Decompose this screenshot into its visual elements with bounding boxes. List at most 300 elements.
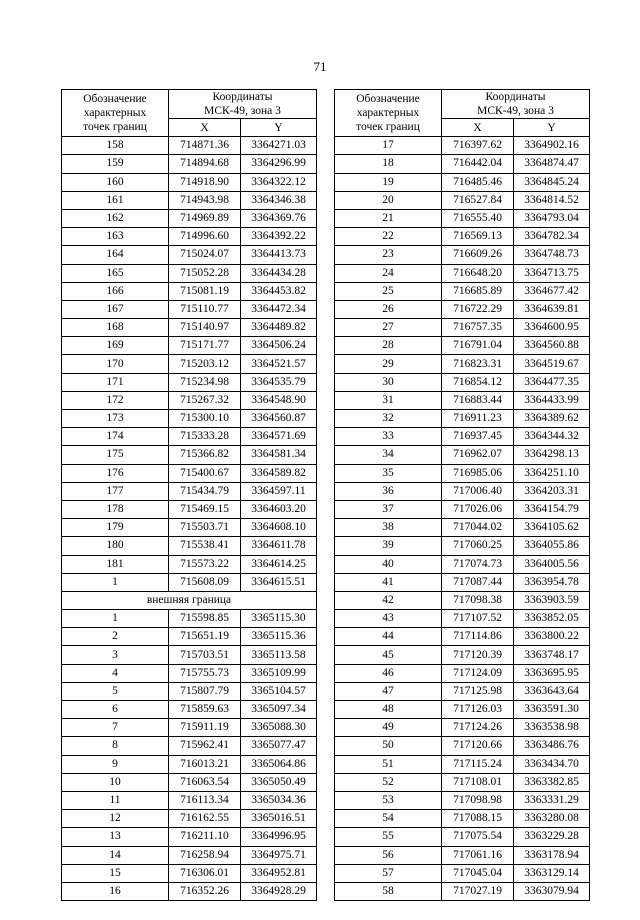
y-coordinate-cell: 3364392.22 [241,228,317,246]
point-id-cell: 8 [62,737,169,755]
point-id-cell: 30 [335,373,442,391]
point-id-cell: 44 [335,628,442,646]
table-row [62,228,317,246]
x-coordinate-cell: 715651.19 [169,628,241,646]
table-row [62,519,317,537]
point-id-cell: 17 [335,137,442,155]
table-row [335,428,590,446]
table-row [335,719,590,737]
table-row [335,701,590,719]
y-coordinate-cell: 3363178.94 [514,846,590,864]
y-coordinate-cell: 3364589.82 [241,464,317,482]
y-coordinate-cell: 3365104.57 [241,682,317,700]
x-coordinate-cell: 715703.51 [169,646,241,664]
y-coordinate-cell: 3364413.73 [241,246,317,264]
x-coordinate-cell: 716527.84 [442,191,514,209]
y-coordinate-cell: 3363954.78 [514,573,590,591]
table-row [62,446,317,464]
table-row [62,282,317,300]
x-coordinate-cell: 714894.68 [169,155,241,173]
y-coordinate-cell: 3363129.14 [514,864,590,882]
table-row [62,737,317,755]
y-coordinate-cell: 3365113.58 [241,646,317,664]
x-coordinate-cell: 715608.09 [169,573,241,591]
coordinates-header [169,90,317,119]
section-row [62,591,317,609]
table-row [335,646,590,664]
table-row [62,319,317,337]
point-id-cell: 32 [335,410,442,428]
y-coordinate-cell: 3364793.04 [514,209,590,227]
table-row [62,755,317,773]
y-coordinate-cell: 3365016.51 [241,810,317,828]
designation-header-line: характерных [83,107,147,120]
point-id-cell: 158 [62,137,169,155]
table-row [335,628,590,646]
point-id-cell: 43 [335,610,442,628]
point-id-cell: 33 [335,428,442,446]
x-coordinate-cell: 715598.85 [169,610,241,628]
x-coordinate-cell: 715333.28 [169,428,241,446]
point-id-cell: 19 [335,173,442,191]
table-row [62,828,317,846]
x-coordinate-cell: 716985.06 [442,464,514,482]
point-id-cell: 160 [62,173,169,191]
y-coordinate-cell: 3364506.24 [241,337,317,355]
x-coordinate-cell: 717114.86 [442,628,514,646]
point-id-cell: 163 [62,228,169,246]
designation-header-line: точек границ [356,121,420,134]
table-row [62,628,317,646]
x-coordinate-cell: 716113.34 [169,791,241,809]
y-coordinate-cell: 3364369.76 [241,209,317,227]
y-coordinate-cell: 3363079.94 [514,882,590,900]
table-row [62,500,317,518]
y-coordinate-cell: 3364322.12 [241,173,317,191]
y-coordinate-cell: 3364389.62 [514,410,590,428]
table-row [335,355,590,373]
table-row [62,573,317,591]
x-coordinate-cell: 715267.32 [169,391,241,409]
y-coordinate-cell: 3364434.28 [241,264,317,282]
point-id-cell: 42 [335,591,442,609]
point-id-cell: 27 [335,319,442,337]
x-coordinate-cell: 717115.24 [442,755,514,773]
table-row [62,864,317,882]
table-row [62,464,317,482]
x-coordinate-cell: 717060.25 [442,537,514,555]
y-coordinate-cell: 3364615.51 [241,573,317,591]
y-coordinate-cell: 3363695.95 [514,664,590,682]
y-coordinate-cell: 3363591.30 [514,701,590,719]
table-row [62,646,317,664]
point-id-cell: 16 [62,882,169,900]
y-coordinate-cell: 3363280.08 [514,810,590,828]
point-id-cell: 29 [335,355,442,373]
y-coordinate-cell: 3364782.34 [514,228,590,246]
y-coordinate-cell: 3363800.22 [514,628,590,646]
point-id-cell: 51 [335,755,442,773]
y-coordinate-cell: 3364453.82 [241,282,317,300]
table-row [335,610,590,628]
x-coordinate-cell: 716258.94 [169,846,241,864]
y-coordinate-cell: 3363382.85 [514,773,590,791]
point-id-cell: 5 [62,682,169,700]
table-row [335,410,590,428]
y-coordinate-cell: 3365115.30 [241,610,317,628]
x-coordinate-cell: 716883.44 [442,391,514,409]
point-id-cell: 7 [62,719,169,737]
point-id-cell: 175 [62,446,169,464]
x-coordinate-cell: 716757.35 [442,319,514,337]
x-coordinate-cell: 715110.77 [169,300,241,318]
x-coordinate-cell: 717026.06 [442,500,514,518]
table-row [335,173,590,191]
point-id-cell: 181 [62,555,169,573]
coordinates-header-line: МСК-49, зона 3 [477,105,554,117]
y-coordinate-cell: 3364560.87 [241,410,317,428]
y-coordinate-cell: 3364713.75 [514,264,590,282]
y-coordinate-cell: 3364597.11 [241,482,317,500]
table-row [62,355,317,373]
designation-header [335,90,442,137]
x-coordinate-cell: 714918.90 [169,173,241,191]
x-coordinate-cell: 715400.67 [169,464,241,482]
x-coordinate-cell: 714871.36 [169,137,241,155]
y-coordinate-cell: 3365034.36 [241,791,317,809]
coordinates-header-line: Координаты [485,91,546,103]
left-table-body-top [62,137,317,592]
table-row [62,555,317,573]
coordinates-table-left [61,89,317,901]
table-row [335,737,590,755]
point-id-cell: 49 [335,719,442,737]
point-id-cell: 13 [62,828,169,846]
table-row [62,155,317,173]
x-coordinate-cell: 716911.23 [442,410,514,428]
point-id-cell: 171 [62,373,169,391]
point-id-cell: 40 [335,555,442,573]
table-row [62,810,317,828]
y-coordinate-cell: 3364433.99 [514,391,590,409]
x-coordinate-cell: 716162.55 [169,810,241,828]
x-coordinate-cell: 716609.26 [442,246,514,264]
x-coordinate-cell: 717107.52 [442,610,514,628]
table-row [62,791,317,809]
y-column-header: Y [514,119,590,137]
point-id-cell: 24 [335,264,442,282]
table-row [335,391,590,409]
point-id-cell: 10 [62,773,169,791]
y-coordinate-cell: 3363643.64 [514,682,590,700]
x-coordinate-cell: 714969.89 [169,209,241,227]
table-row [335,246,590,264]
y-coordinate-cell: 3363903.59 [514,591,590,609]
table-header [335,90,590,137]
table-row [335,209,590,227]
table-row [335,500,590,518]
table-row [335,791,590,809]
x-coordinate-cell: 716397.62 [442,137,514,155]
table-row [62,701,317,719]
table-row [62,610,317,628]
designation-header-line: Обозначение [356,93,420,106]
y-coordinate-cell: 3363434.70 [514,755,590,773]
point-id-cell: 56 [335,846,442,864]
y-coordinate-cell: 3363748.17 [514,646,590,664]
point-id-cell: 45 [335,646,442,664]
point-id-cell: 172 [62,391,169,409]
y-coordinate-cell: 3364344.32 [514,428,590,446]
table-row [335,846,590,864]
y-coordinate-cell: 3364874.47 [514,155,590,173]
y-column-header: Y [241,119,317,137]
y-coordinate-cell: 3364346.38 [241,191,317,209]
y-coordinate-cell: 3364477.35 [514,373,590,391]
y-coordinate-cell: 3364571.69 [241,428,317,446]
y-coordinate-cell: 3364548.90 [241,391,317,409]
y-coordinate-cell: 3365050.49 [241,773,317,791]
y-coordinate-cell: 3364535.79 [241,373,317,391]
x-coordinate-cell: 716063.54 [169,773,241,791]
point-id-cell: 52 [335,773,442,791]
table-row [62,410,317,428]
point-id-cell: 20 [335,191,442,209]
x-column-header: X [442,119,514,137]
point-id-cell: 54 [335,810,442,828]
y-coordinate-cell: 3365109.99 [241,664,317,682]
point-id-cell: 1 [62,573,169,591]
point-id-cell: 38 [335,519,442,537]
x-coordinate-cell: 717075.54 [442,828,514,846]
x-coordinate-cell: 717074.73 [442,555,514,573]
x-coordinate-cell: 717120.39 [442,646,514,664]
x-coordinate-cell: 715911.19 [169,719,241,737]
x-coordinate-cell: 717098.38 [442,591,514,609]
x-coordinate-cell: 716442.04 [442,155,514,173]
x-coordinate-cell: 716013.21 [169,755,241,773]
table-row [335,264,590,282]
x-coordinate-cell: 715171.77 [169,337,241,355]
point-id-cell: 1 [62,610,169,628]
point-id-cell: 14 [62,846,169,864]
point-id-cell: 167 [62,300,169,318]
table-row [62,173,317,191]
x-coordinate-cell: 717045.04 [442,864,514,882]
point-id-cell: 48 [335,701,442,719]
x-coordinate-cell: 716937.45 [442,428,514,446]
y-coordinate-cell: 3364271.03 [241,137,317,155]
table-row [62,391,317,409]
y-coordinate-cell: 3364519.67 [514,355,590,373]
y-coordinate-cell: 3364996.95 [241,828,317,846]
point-id-cell: 15 [62,864,169,882]
table-row [62,337,317,355]
right-table-body [335,137,590,901]
table-row [62,537,317,555]
table-row [335,228,590,246]
table-row [62,137,317,155]
y-coordinate-cell: 3364639.81 [514,300,590,318]
table-row [62,246,317,264]
point-id-cell: 168 [62,319,169,337]
y-coordinate-cell: 3364005.56 [514,555,590,573]
x-coordinate-cell: 715434.79 [169,482,241,500]
y-coordinate-cell: 3364600.95 [514,319,590,337]
point-id-cell: 39 [335,537,442,555]
point-id-cell: 179 [62,519,169,537]
table-row [335,773,590,791]
y-coordinate-cell: 3364677.42 [514,282,590,300]
y-coordinate-cell: 3364614.25 [241,555,317,573]
table-row [335,864,590,882]
table-row [62,300,317,318]
x-coordinate-cell: 717087.44 [442,573,514,591]
point-id-cell: 173 [62,410,169,428]
point-id-cell: 55 [335,828,442,846]
y-coordinate-cell: 3364975.71 [241,846,317,864]
x-coordinate-cell: 715503.71 [169,519,241,537]
table-row [335,828,590,846]
point-id-cell: 9 [62,755,169,773]
y-coordinate-cell: 3364154.79 [514,500,590,518]
point-id-cell: 28 [335,337,442,355]
point-id-cell: 178 [62,500,169,518]
y-coordinate-cell: 3363229.28 [514,828,590,846]
table-row [62,264,317,282]
point-id-cell: 177 [62,482,169,500]
x-coordinate-cell: 715859.63 [169,701,241,719]
point-id-cell: 25 [335,282,442,300]
x-coordinate-cell: 716854.12 [442,373,514,391]
table-row [335,482,590,500]
y-coordinate-cell: 3364298.13 [514,446,590,464]
y-coordinate-cell: 3364581.34 [241,446,317,464]
y-coordinate-cell: 3363538.98 [514,719,590,737]
x-coordinate-cell: 715807.79 [169,682,241,700]
x-coordinate-cell: 716791.04 [442,337,514,355]
x-coordinate-cell: 717124.09 [442,664,514,682]
y-coordinate-cell: 3364608.10 [241,519,317,537]
point-id-cell: 46 [335,664,442,682]
designation-header-line: характерных [356,107,420,120]
point-id-cell: 166 [62,282,169,300]
table-row [335,319,590,337]
table-row [335,755,590,773]
coordinates-header-line: МСК-49, зона 3 [204,105,281,117]
y-coordinate-cell: 3364814.52 [514,191,590,209]
table-row [62,428,317,446]
x-coordinate-cell: 717120.66 [442,737,514,755]
table-row [335,882,590,900]
y-coordinate-cell: 3364748.73 [514,246,590,264]
y-coordinate-cell: 3364521.57 [241,355,317,373]
table-row [335,664,590,682]
point-id-cell: 37 [335,500,442,518]
table-row [335,300,590,318]
x-coordinate-cell: 715081.19 [169,282,241,300]
table-row [62,773,317,791]
point-id-cell: 57 [335,864,442,882]
x-coordinate-cell: 716569.13 [442,228,514,246]
point-id-cell: 170 [62,355,169,373]
designation-header-line: точек границ [83,121,147,134]
table-row [335,137,590,155]
x-coordinate-cell: 715469.15 [169,500,241,518]
x-coordinate-cell: 716962.07 [442,446,514,464]
y-coordinate-cell: 3364489.82 [241,319,317,337]
x-coordinate-cell: 714996.60 [169,228,241,246]
coordinates-table-right [334,89,590,901]
table-row [335,591,590,609]
y-coordinate-cell: 3365064.86 [241,755,317,773]
x-coordinate-cell: 716485.46 [442,173,514,191]
point-id-cell: 169 [62,337,169,355]
point-id-cell: 162 [62,209,169,227]
table-row [335,537,590,555]
x-coordinate-cell: 717061.16 [442,846,514,864]
point-id-cell: 47 [335,682,442,700]
x-coordinate-cell: 716211.10 [169,828,241,846]
x-coordinate-cell: 714943.98 [169,191,241,209]
point-id-cell: 41 [335,573,442,591]
y-coordinate-cell: 3364203.31 [514,482,590,500]
y-coordinate-cell: 3364560.88 [514,337,590,355]
x-coordinate-cell: 717124.26 [442,719,514,737]
x-coordinate-cell: 717126.03 [442,701,514,719]
left-table-body-bottom [62,610,317,901]
point-id-cell: 159 [62,155,169,173]
table-row [335,682,590,700]
x-coordinate-cell: 715024.07 [169,246,241,264]
point-id-cell: 34 [335,446,442,464]
table-row [62,882,317,900]
point-id-cell: 22 [335,228,442,246]
x-coordinate-cell: 716648.20 [442,264,514,282]
x-coordinate-cell: 717044.02 [442,519,514,537]
point-id-cell: 23 [335,246,442,264]
point-id-cell: 4 [62,664,169,682]
y-coordinate-cell: 3364296.99 [241,155,317,173]
coordinates-header-line: Координаты [212,91,273,103]
point-id-cell: 12 [62,810,169,828]
x-coordinate-cell: 717027.19 [442,882,514,900]
x-column-header: X [169,119,241,137]
section-title: внешняя граница [62,591,317,609]
x-coordinate-cell: 717088.15 [442,810,514,828]
x-coordinate-cell: 717125.98 [442,682,514,700]
point-id-cell: 35 [335,464,442,482]
y-coordinate-cell: 3364845.24 [514,173,590,191]
x-coordinate-cell: 715300.10 [169,410,241,428]
point-id-cell: 161 [62,191,169,209]
y-coordinate-cell: 3364105.62 [514,519,590,537]
table-row [62,682,317,700]
y-coordinate-cell: 3364251.10 [514,464,590,482]
x-coordinate-cell: 715755.73 [169,664,241,682]
x-coordinate-cell: 716555.40 [442,209,514,227]
x-coordinate-cell: 715538.41 [169,537,241,555]
x-coordinate-cell: 716685.89 [442,282,514,300]
point-id-cell: 6 [62,701,169,719]
point-id-cell: 2 [62,628,169,646]
x-coordinate-cell: 715052.28 [169,264,241,282]
point-id-cell: 31 [335,391,442,409]
table-row [335,464,590,482]
point-id-cell: 36 [335,482,442,500]
point-id-cell: 174 [62,428,169,446]
point-id-cell: 21 [335,209,442,227]
